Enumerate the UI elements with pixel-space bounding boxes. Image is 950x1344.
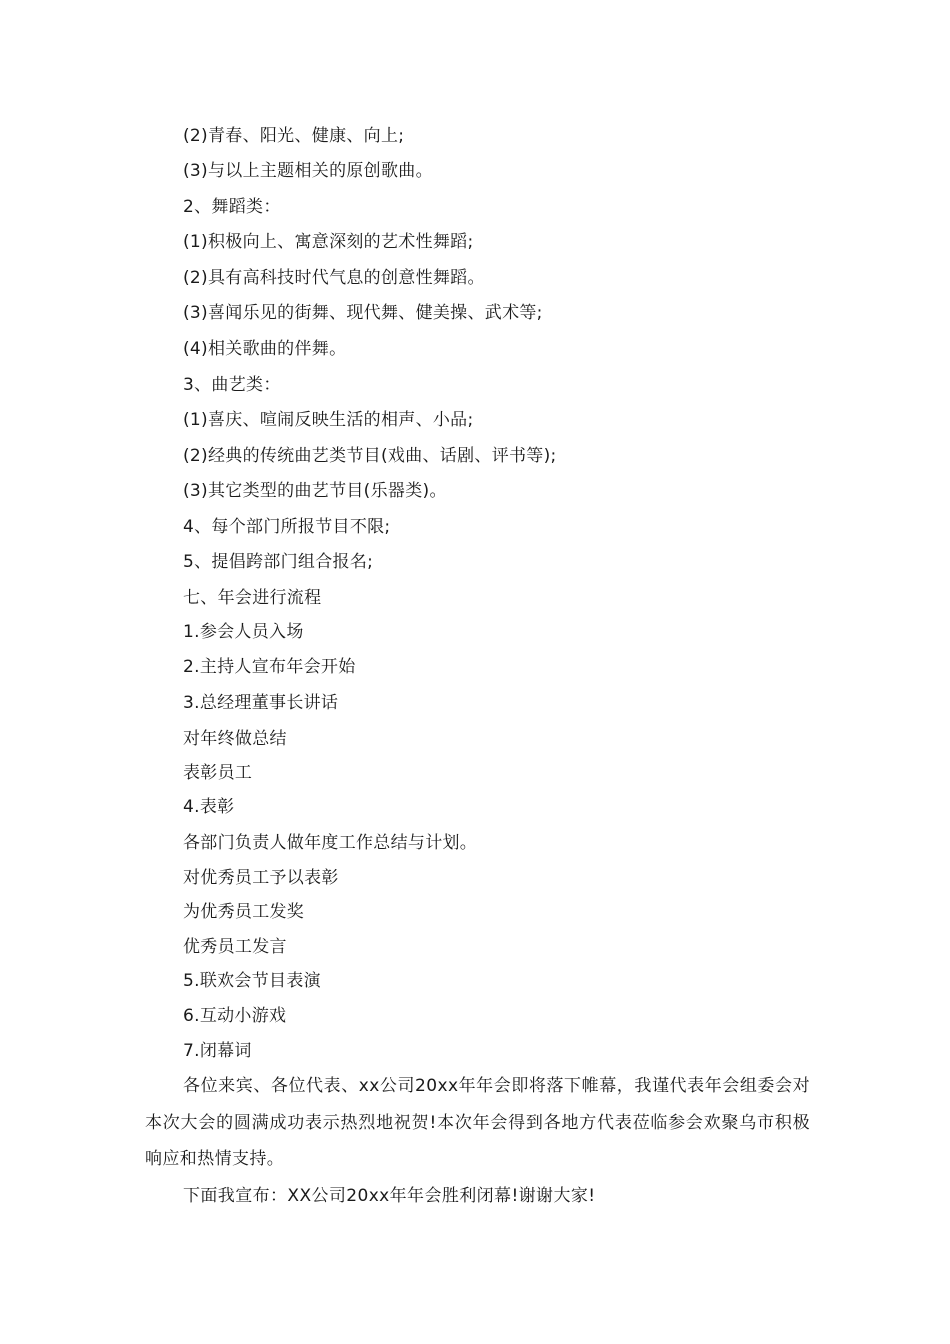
text-line: 3.总经理董事长讲话	[183, 693, 339, 713]
text-line: 对优秀员工予以表彰	[183, 868, 339, 888]
text-line: (3)喜闻乐见的街舞、现代舞、健美操、武术等;	[183, 303, 543, 323]
text-line: 5.联欢会节目表演	[183, 971, 321, 991]
text-line: 为优秀员工发奖	[183, 902, 305, 922]
text-line: (1)喜庆、喧闹反映生活的相声、小品;	[183, 410, 474, 430]
text-line: 4.表彰	[183, 797, 235, 817]
text-line: 5、提倡跨部门组合报名;	[183, 552, 374, 572]
text-line: (2)具有高科技时代气息的创意性舞蹈。	[183, 268, 485, 288]
text-line: (3)其它类型的曲艺节目(乐器类)。	[183, 481, 447, 501]
text-line: 7.闭幕词	[183, 1041, 252, 1061]
text-line: (1)积极向上、寓意深刻的艺术性舞蹈;	[183, 232, 474, 252]
text-line: 2.主持人宣布年会开始	[183, 657, 356, 677]
text-line: 3、曲艺类：	[183, 375, 281, 395]
text-line: 各部门负责人做年度工作总结与计划。	[183, 833, 478, 853]
final-paragraph: 下面我宣布：XX公司20xx年年会胜利闭幕!谢谢大家!	[183, 1186, 596, 1206]
text-line: (2)经典的传统曲艺类节目(戏曲、话剧、评书等);	[183, 446, 557, 466]
text-line: 4、每个部门所报节目不限;	[183, 517, 391, 537]
text-line: 2、舞蹈类：	[183, 197, 281, 217]
text-line: 1.参会人员入场	[183, 622, 304, 642]
text-line: 优秀员工发言	[183, 937, 287, 957]
text-line: 对年终做总结	[183, 729, 287, 749]
text-line: (3)与以上主题相关的原创歌曲。	[183, 161, 433, 181]
text-line: 6.互动小游戏	[183, 1006, 287, 1026]
text-line: (4)相关歌曲的伴舞。	[183, 339, 347, 359]
section-heading: 七、年会进行流程	[183, 588, 322, 608]
text-line: 表彰员工	[183, 763, 253, 783]
closing-paragraph: 各位来宾、各位代表、xx公司20xx年年会即将落下帷幕，我谨代表年会组委会对本次大会的圆满成功表示热烈地祝贺!本次年会得到各地方代表莅临参会欢聚乌市积极响应和热情支持。	[145, 1076, 810, 1169]
text-line: (2)青春、阳光、健康、向上;	[183, 126, 405, 146]
